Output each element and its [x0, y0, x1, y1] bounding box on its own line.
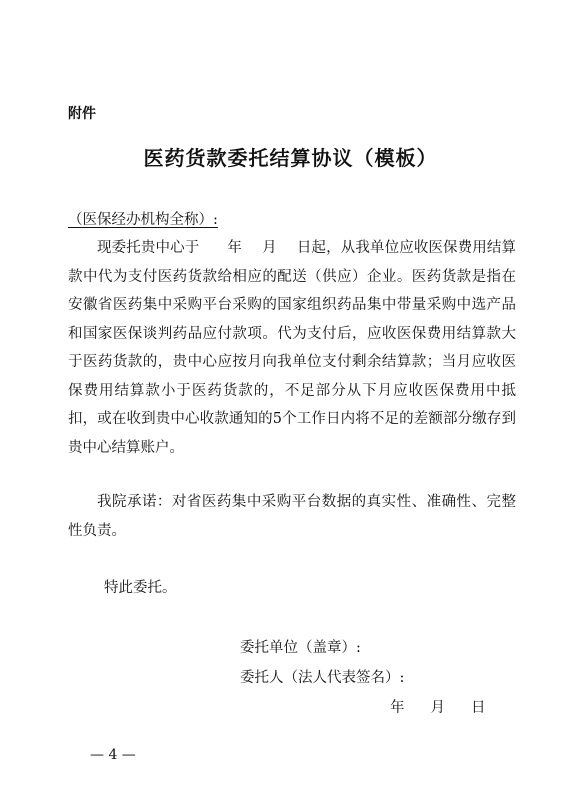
- attachment-label: 附件: [68, 106, 96, 122]
- representative-signature-label: 委托人（法人代表签名）:: [240, 670, 405, 686]
- closing-phrase: 特此委托。: [104, 580, 177, 596]
- paragraph-body: 日起，从我单位应收医保费用结算款中代为支付医药货款给相应的配送（供应）企业。医药货款是指在安徽省医药集中采购平台采购的国家组织药品集中带量采购中选产品和国家医保谈判药品应付款项。代为支付后，应收医保费用结算款大于医药货款的，贵中心应按月向我单位支付剩余结算款；当月应收医保费用结算款小于医药货款的，不足部分从下月应收医保费用中抵扣，或在收到贵中心收款通知的5个工作日内将不足的差额部分缴存到贵中心结算账户。: [68, 240, 517, 456]
- paragraph-intro: 现委托贵中心于: [97, 240, 200, 256]
- date-month-label: 月: [430, 700, 445, 716]
- blank-year-label: 年: [227, 240, 243, 256]
- blank-month-label: 月: [262, 240, 277, 256]
- date-day-label: 日: [471, 700, 486, 716]
- date-year-label: 年: [390, 700, 405, 716]
- signature-date: [390, 696, 486, 720]
- page-number: — 4 —: [90, 747, 136, 763]
- agreement-paragraph: [68, 234, 516, 462]
- commitment-paragraph: 我院承诺：对省医药集中采购平台数据的真实性、准确性、完整性负责。: [68, 494, 516, 539]
- addressee-line: （医保经办机构全称）:: [68, 212, 218, 228]
- document-title: 医药货款委托结算协议（模板）: [143, 146, 438, 170]
- entity-seal-label: 委托单位（盖章）:: [240, 640, 361, 656]
